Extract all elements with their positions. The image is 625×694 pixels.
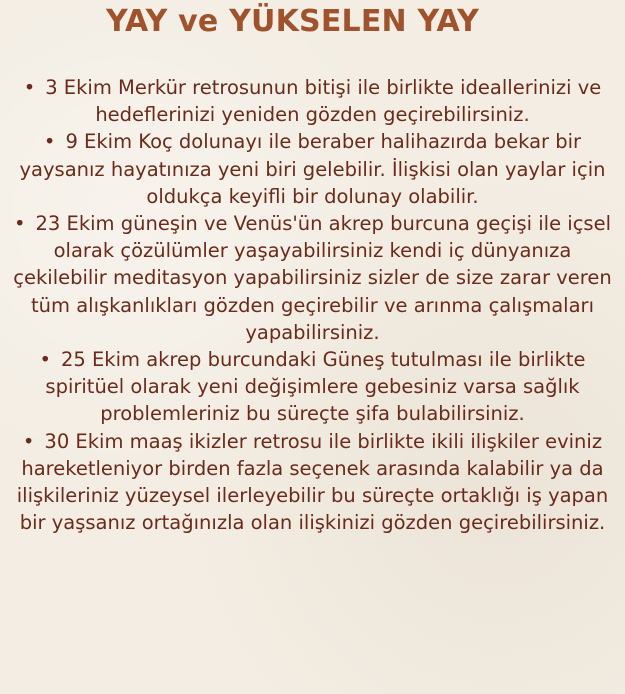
astrology-list	[0, 74, 625, 536]
list-item-text: 30 Ekim maaş ikizler retrosu ile birlikte ikili ilişkiler eviniz hareketleniyor birden fazla seçenek arasında kalabilir ya da ilişkileriniz yüzeysel ilerleyebilir bu süreçte ortaklığı iş yapan bir yaşsanız ortağınızla olan ilişkinizi gözden geçirebilirsiniz.	[16, 429, 609, 535]
bullet-icon: •	[13, 212, 26, 236]
list-item-akrep-gecisi	[0, 210, 625, 346]
list-item-text: 23 Ekim güneşin ve Venüs'ün akrep burcuna geçişi ile içsel olarak çözülümler yaşayabilirsiniz kendi iç dünyanıza çekilebilir meditasyon yapabilirsiniz sizler de size zarar veren tüm alışkanlıkları gözden geçirebilir ve arınma çalışmaları yapabilirsiniz.	[13, 212, 612, 344]
list-item-text: 25 Ekim akrep burcundaki Güneş tutulması ile birlikte spiritüel olarak yeni değişimlere gebesiniz varsa sağlık problemleriniz bu süreçte şifa bulabilirsiniz.	[45, 348, 586, 426]
list-item-text: 9 Ekim Koç dolunayı ile beraber halihazırda bekar bir yaysanız hayatınıza yeni biri gelebilir. İlişkisi olan yaylar için oldukça keyifli bir dolunay olabilir.	[19, 130, 606, 208]
list-item-koc-dolunay	[0, 128, 625, 210]
bullet-icon: •	[39, 348, 51, 372]
bullet-icon: •	[23, 76, 36, 99]
list-item-text: 3 Ekim Merkür retrosunun bitişi ile birlikte ideallerinizi ve hedeflerinizi yeniden gözden geçirebilirsiniz.	[45, 76, 602, 127]
bullet-icon: •	[22, 429, 35, 453]
list-item-ikizler-retrosu	[0, 428, 625, 537]
bullet-icon: •	[43, 130, 56, 154]
page-title: YAY ve YÜKSELEN YAY	[105, 4, 480, 39]
list-item-merkur	[0, 74, 625, 128]
list-item-gunes-tutulmasi	[0, 346, 625, 428]
